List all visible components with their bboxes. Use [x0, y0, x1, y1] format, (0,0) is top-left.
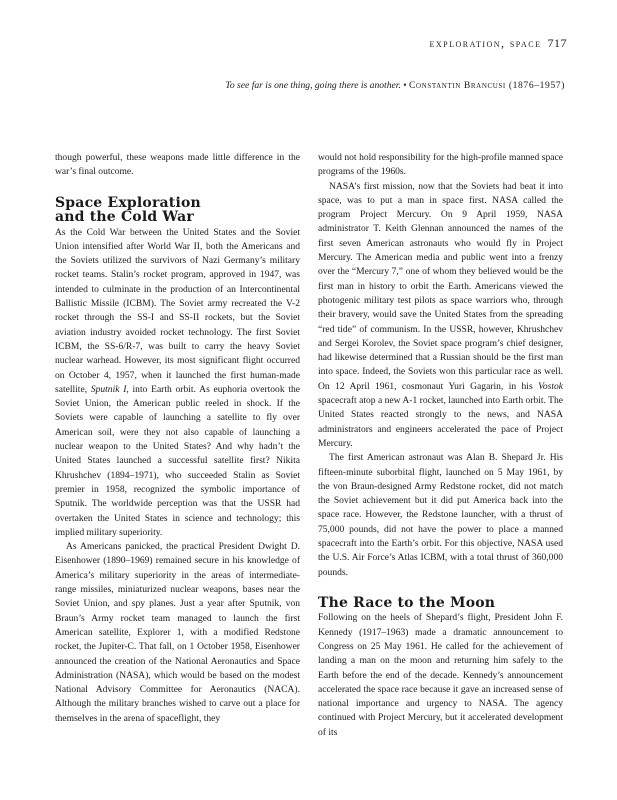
epigraph-quote: To see far is one thing, going there is another. [225, 80, 401, 91]
left-column [55, 151, 300, 726]
paragraph [318, 180, 563, 452]
paragraph: would not hold responsibility for the high-profile manned space programs of the 1960s. [318, 152, 563, 178]
right-column [318, 151, 563, 740]
italic-term-vostok: Vostok [538, 380, 563, 392]
heading-line: Space Exploration [55, 194, 201, 211]
paragraph: though powerful, these weapons made little difference in the war’s final outcome. [55, 152, 300, 178]
text-run: into Earth orbit. As euphoria overtook the Soviet Union, the American public reeled in shock. If the Soviets were capable of launching a satellite to fly over American soil, were they not also capable of launching a nuclear weapon to the United States? And why hadn’t the United States launched a successful satellite first? Nikita Khrushchev (1894–1971), who succeeded Stalin as Soviet premier in 1958, recognized the symbolic importance of Sputnik. The worldwide perception was that the USSR had overtaken the United States in science and technology; this implied military superiority. [55, 383, 301, 538]
paragraph: As Americans panicked, the practical President Dwight D. Eisenhower (1890–1969) remained secure in his knowledge of America’s military superiority in the areas of intermediate-range missiles, miniaturized nuclear weapons, bases near the Soviet Union, and spy planes. Just a year after Sputnik, von Braun’s Army rocket team managed to launch the first American satellite, Explorer 1, with a modified Redstone rocket, the Jupiter-C. That fall, on 1 October 1958, Eisenhower announced the creation of the National Aeronautics and Space Administration (NASA), which would be based on the modest National Advisory Committee for Aeronautics (NACA). Although the military branches wished to carve out a place for themselves in the arena of spaceflight, they [55, 541, 300, 724]
text-run: spacecraft atop a new A-1 rocket, launched into Earth orbit. The United States reacted strongly to the news, and NASA administrators and engineers accelerated the pace of Project Mercury. [318, 395, 563, 449]
text-run: As the Cold War between the United States and the Soviet Union intensified after World War II, both the Americans and the Soviets utilized the survivors of Nazi Germany’s military rocket teams. Stalin’s rocket program, approved in 1947, was intended to culminate in the production of an Intercontinental Ballistic Missile (ICBM). The Soviet army recreated the V-2 rocket through the SS-I and SS-II rockets, but the Soviet aviation industry avoided rocket technology. The first Soviet ICBM, the SS-6/R-7, was built to carry the heavy Soviet nuclear warhead. However, its most significant flight occurred on October 4, 1957, when it launched the first human-made satellite, [55, 226, 300, 395]
running-head-section: exploration, space [429, 38, 542, 50]
heading-line: and the Cold War [55, 209, 194, 226]
epigraph-separator: • [400, 80, 410, 91]
paragraph: The first American astronaut was Alan B. Shepard Jr. His fifteen-minute suborbital flight, launched on 5 May 1961, by the von Braun-designed Army Redstone rocket, did not match the Soviet achievement but it did put America back into the space race. However, the Redstone launcher, with a thrust of 75,000 pounds, did not have the power to place a manned spacecraft into the Earth’s orbit. For this objective, NASA used the U.S. Air Force’s Atlas ICBM, with a total thrust of 360,000 pounds. [318, 452, 563, 578]
epigraph-attribution: Constantin Brancusi (1876–1957) [409, 80, 565, 91]
epigraph [225, 80, 565, 91]
paragraph [55, 226, 300, 541]
page-number: 717 [547, 36, 567, 50]
running-head [429, 36, 567, 51]
italic-term-sputnik: Sputnik I, [90, 383, 129, 395]
section-heading-space-exploration [55, 196, 300, 225]
paragraph: Following on the heels of Shepard’s flight, President John F. Kennedy (1917–1963) made a dramatic announcement to Congress on 25 May 1961. He called for the achievement of landing a man on the moon and returning him safely to the Earth before the end of the decade. Kennedy’s announcement accelerated the space race because it gave an increased sense of national importance and urgency to NASA. The agency continued with Project Mercury, but it accelerated development of its [318, 612, 563, 738]
section-heading-race-to-moon: The Race to the Moon [318, 594, 496, 611]
text-run: NASA’s first mission, now that the Soviets had beat it into space, was to put a man in space first. NASA called the program Project Mercury. On 9 April 1959, NASA administrator T. Keith Glennan announced the names of the first seven American astronauts who would fly in Project Mercury. The American media and public went into a frenzy over the “Mercury 7,” one of whom they believed would be the first man in history to orbit the Earth. Americans viewed the photogenic military test pilots as space warriors who, through their bravery, would save the United States from the spreading “red tide” of communism. In the USSR, however, Khrushchev and Sergei Korolev, the Soviet space program’s chief designer, had likewise determined that a Russian should be the first man into space. Indeed, the Soviets won this particular race as well. On 12 April 1961, cosmonaut Yuri Gagarin, in his [318, 180, 563, 392]
